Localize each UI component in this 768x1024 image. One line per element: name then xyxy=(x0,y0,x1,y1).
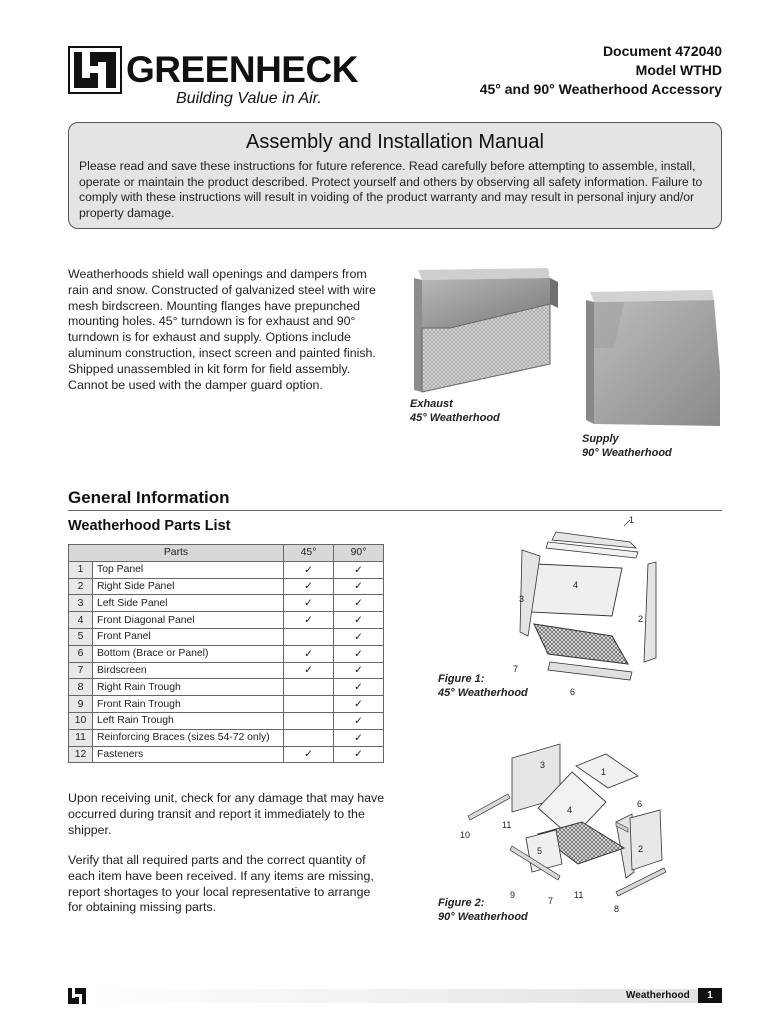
exhaust-weatherhood-photo xyxy=(410,264,560,396)
part-number: 12 xyxy=(69,746,93,763)
page-number: 1 xyxy=(698,988,722,1003)
check-90: ✓ xyxy=(334,679,384,696)
fig1-callout-7: 7 xyxy=(513,664,519,674)
part-name: Right Side Panel xyxy=(93,578,284,595)
part-name: Front Diagonal Panel xyxy=(93,612,284,629)
header-90: 90° xyxy=(334,545,384,562)
parts-table-header xyxy=(69,545,384,562)
footer-label: Weatherhood xyxy=(626,990,690,1001)
check-90: ✓ xyxy=(334,628,384,645)
fig1-callout-2: 2 xyxy=(638,614,644,624)
table-row xyxy=(69,729,384,746)
part-number: 1 xyxy=(69,561,93,578)
figure-2-caption: Figure 2: 90° Weatherhood xyxy=(438,897,528,923)
part-number: 10 xyxy=(69,712,93,729)
greenheck-logo-icon xyxy=(68,46,122,94)
document-model: Model WTHD xyxy=(635,62,722,78)
part-number: 2 xyxy=(69,578,93,595)
fig2-callout-11b: 11 xyxy=(574,890,584,900)
check-45: ✓ xyxy=(284,645,334,662)
fig2-callout-9: 9 xyxy=(510,890,516,900)
part-name: Front Rain Trough xyxy=(93,696,284,713)
check-45: ✓ xyxy=(284,578,334,595)
document-subject: 45° and 90° Weatherhood Accessory xyxy=(479,81,722,97)
fig2-callout-1: 1 xyxy=(601,767,607,777)
fig1-callout-6: 6 xyxy=(570,687,576,697)
check-90: ✓ xyxy=(334,595,384,612)
table-row xyxy=(69,561,384,578)
fig2-callout-8: 8 xyxy=(614,904,620,914)
verify-paragraph: Verify that all required parts and the correct quantity of each item have been received. If any items are missing, report shortages to your local representative to arrange for obtaining missing parts. xyxy=(68,853,374,915)
check-45: ✓ xyxy=(284,561,334,578)
part-name: Top Panel xyxy=(93,561,284,578)
part-number: 4 xyxy=(69,612,93,629)
fig2-callout-7: 7 xyxy=(548,896,554,906)
parts-list-heading: Weatherhood Parts List xyxy=(68,518,231,534)
table-row xyxy=(69,578,384,595)
fig2-callout-4: 4 xyxy=(567,805,573,815)
part-name: Left Side Panel xyxy=(93,595,284,612)
table-row xyxy=(69,612,384,629)
product-description: Weatherhoods shield wall openings and dampers from rain and snow. Constructed of galvanized steel with wire mesh birdscreen. Mounting flanges have prepunched mounting holes. 45° turndown is for exhaust and 90° turndown is for exhaust and supply. Options include aluminum construction, insect screen and painted finish. Shipped unassembled in kit form for field assembly. Cannot be used with the damper guard option. xyxy=(68,267,376,392)
check-45 xyxy=(284,679,334,696)
intro-text: Please read and save these instructions for future reference. Read carefully before attempting to assemble, install, operate or maintain the product described. Protect yourself and others by observing all safety information. Failure to comply with these instructions will result in voiding of the product warranty and may result in personal injury and/or property damage. xyxy=(79,159,703,220)
document-number: Document 472040 xyxy=(602,43,722,59)
section-divider xyxy=(68,510,722,511)
part-name: Reinforcing Braces (sizes 54-72 only) xyxy=(93,729,284,746)
fig1-callout-1: 1 xyxy=(629,515,635,525)
part-number: 5 xyxy=(69,628,93,645)
general-information-heading: General Information xyxy=(68,488,230,507)
fig1-callout-3: 3 xyxy=(519,594,525,604)
check-90: ✓ xyxy=(334,612,384,629)
fig2-callout-6: 6 xyxy=(637,799,643,809)
part-number: 7 xyxy=(69,662,93,679)
part-name: Left Rain Trough xyxy=(93,712,284,729)
header-parts: Parts xyxy=(69,545,284,562)
parts-table xyxy=(68,544,384,763)
table-row xyxy=(69,712,384,729)
fig2-callout-3: 3 xyxy=(540,760,546,770)
supply-weatherhood-photo xyxy=(584,288,722,428)
brand-tagline: Building Value in Air. xyxy=(176,90,322,107)
table-row xyxy=(69,696,384,713)
check-90: ✓ xyxy=(334,696,384,713)
footer-logo-icon xyxy=(68,988,86,1004)
fig2-callout-5: 5 xyxy=(537,846,543,856)
exhaust-caption: Exhaust 45° Weatherhood xyxy=(410,398,500,424)
check-90: ✓ xyxy=(334,729,384,746)
part-name: Bottom (Brace or Panel) xyxy=(93,645,284,662)
document-header xyxy=(480,42,722,99)
intro-box xyxy=(68,122,722,229)
check-45 xyxy=(284,712,334,729)
table-row xyxy=(69,645,384,662)
check-45: ✓ xyxy=(284,595,334,612)
fig2-callout-10: 10 xyxy=(460,830,471,840)
fig2-callout-2: 2 xyxy=(638,844,644,854)
manual-title: Assembly and Installation Manual xyxy=(246,131,544,153)
part-name: Birdscreen xyxy=(93,662,284,679)
part-name: Front Panel xyxy=(93,628,284,645)
table-row xyxy=(69,662,384,679)
header-45: 45° xyxy=(284,545,334,562)
supply-caption: Supply 90° Weatherhood xyxy=(582,433,672,459)
table-row xyxy=(69,628,384,645)
table-row xyxy=(69,595,384,612)
check-90: ✓ xyxy=(334,662,384,679)
check-45: ✓ xyxy=(284,662,334,679)
fig1-callout-4: 4 xyxy=(573,580,579,590)
part-name: Right Rain Trough xyxy=(93,679,284,696)
part-name: Fasteners xyxy=(93,746,284,763)
check-45: ✓ xyxy=(284,746,334,763)
check-45: ✓ xyxy=(284,612,334,629)
table-row xyxy=(69,746,384,763)
part-number: 3 xyxy=(69,595,93,612)
part-number: 8 xyxy=(69,679,93,696)
check-90: ✓ xyxy=(334,578,384,595)
check-45 xyxy=(284,696,334,713)
check-90: ✓ xyxy=(334,712,384,729)
part-number: 9 xyxy=(69,696,93,713)
figure-2-exploded-diagram xyxy=(456,738,672,918)
check-90: ✓ xyxy=(334,746,384,763)
figure-1-caption: Figure 1: 45° Weatherhood xyxy=(438,673,528,699)
part-number: 11 xyxy=(69,729,93,746)
fig2-callout-11a: 11 xyxy=(502,820,512,830)
part-number: 6 xyxy=(69,645,93,662)
check-45 xyxy=(284,729,334,746)
figure-1-exploded-diagram xyxy=(500,512,670,698)
check-90: ✓ xyxy=(334,645,384,662)
receiving-paragraph: Upon receiving unit, check for any damage that may have occurred during transit and report it immediately to the shipper. xyxy=(68,791,385,837)
check-45 xyxy=(284,628,334,645)
table-row xyxy=(69,679,384,696)
brand-name: GREENHECK xyxy=(126,49,358,90)
check-90: ✓ xyxy=(334,561,384,578)
